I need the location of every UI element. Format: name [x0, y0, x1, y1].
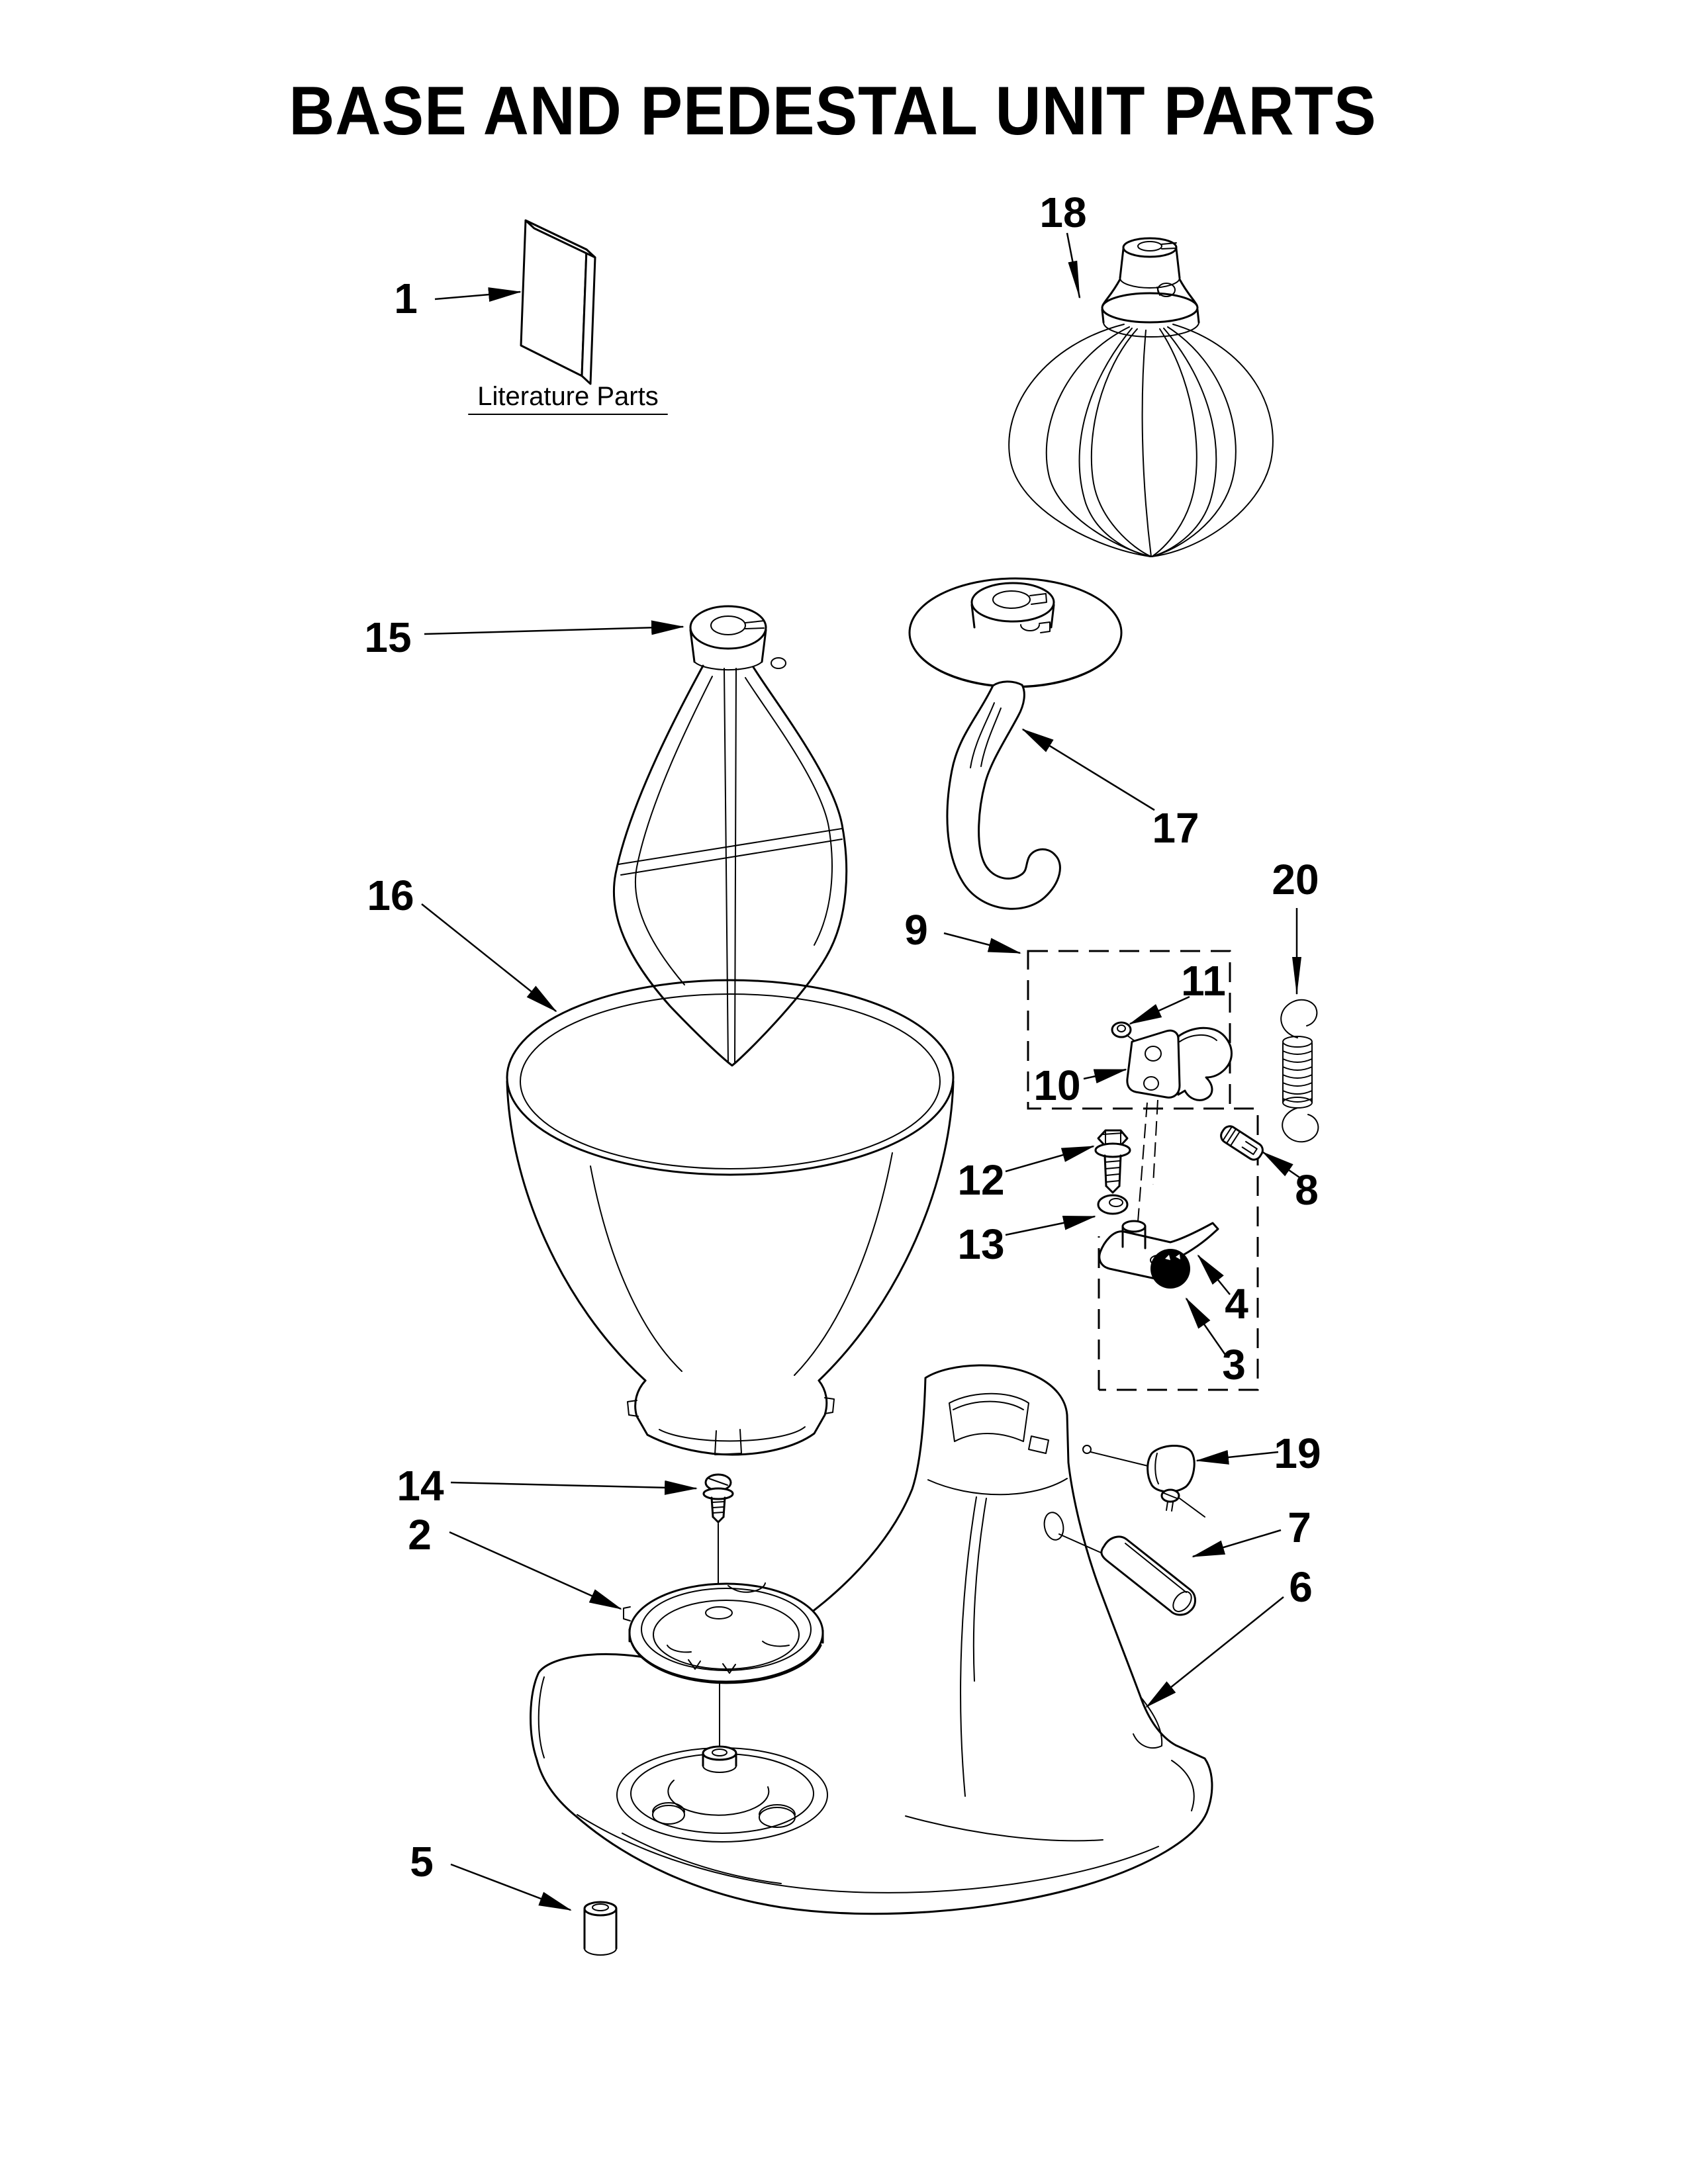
leader-5	[451, 1864, 571, 1910]
leader-9	[944, 933, 1020, 953]
callout-18: 18	[1039, 189, 1087, 236]
page-title	[289, 73, 1376, 150]
leader-1	[435, 292, 520, 299]
callout-1: 1	[394, 275, 418, 322]
leader-14	[451, 1482, 696, 1488]
callout-14: 14	[397, 1462, 444, 1510]
leader-10	[1084, 1069, 1126, 1079]
foot-drawing	[585, 1902, 616, 1955]
callout-17: 17	[1152, 804, 1199, 852]
literature-text: Literature Parts	[477, 382, 659, 411]
leader-19	[1197, 1452, 1278, 1461]
callout-8: 8	[1295, 1166, 1319, 1214]
leader-12	[1006, 1146, 1094, 1171]
callout-6: 6	[1289, 1563, 1313, 1611]
leader-8	[1263, 1152, 1299, 1177]
callout-4: 4	[1225, 1280, 1248, 1328]
leader-3	[1186, 1298, 1225, 1355]
title-text: BASE AND PEDESTAL UNIT PARTS	[289, 73, 1377, 150]
callout-20: 20	[1272, 856, 1319, 903]
leader-15	[424, 627, 683, 634]
leader-6	[1147, 1597, 1284, 1707]
callout-10: 10	[1033, 1062, 1081, 1109]
washer-13-drawing	[1098, 1195, 1127, 1214]
callout-3: 3	[1222, 1341, 1246, 1388]
callout-7: 7	[1288, 1504, 1311, 1551]
literature-parts-label	[469, 382, 667, 414]
callout-19: 19	[1274, 1430, 1321, 1477]
literature-book-drawing	[521, 220, 595, 384]
hex-bolt-drawing	[1096, 1130, 1130, 1193]
wire-whip-drawing	[1009, 238, 1273, 557]
leader-17	[1023, 729, 1154, 810]
leader-2	[449, 1532, 621, 1609]
ball-knob-drawing	[1150, 1249, 1190, 1289]
callout-15: 15	[364, 614, 412, 661]
callout-16: 16	[367, 872, 414, 919]
leader-13	[1006, 1216, 1095, 1235]
callout-12: 12	[957, 1156, 1005, 1204]
callout-13: 13	[957, 1220, 1005, 1268]
clip-19-drawing	[1091, 1445, 1205, 1517]
dough-hook-drawing	[910, 578, 1121, 909]
flat-beater-drawing	[614, 606, 846, 1066]
leader-16	[422, 904, 556, 1011]
leader-18	[1067, 233, 1080, 298]
spring-drawing	[1281, 1000, 1318, 1142]
callout-9: 9	[904, 906, 928, 954]
leader-7	[1193, 1530, 1281, 1557]
callout-11: 11	[1181, 957, 1226, 1005]
callout-5: 5	[410, 1838, 434, 1886]
callout-2: 2	[408, 1511, 432, 1559]
bowl-hook-bracket-drawing	[1127, 1028, 1232, 1100]
bowl-drawing	[507, 980, 953, 1455]
